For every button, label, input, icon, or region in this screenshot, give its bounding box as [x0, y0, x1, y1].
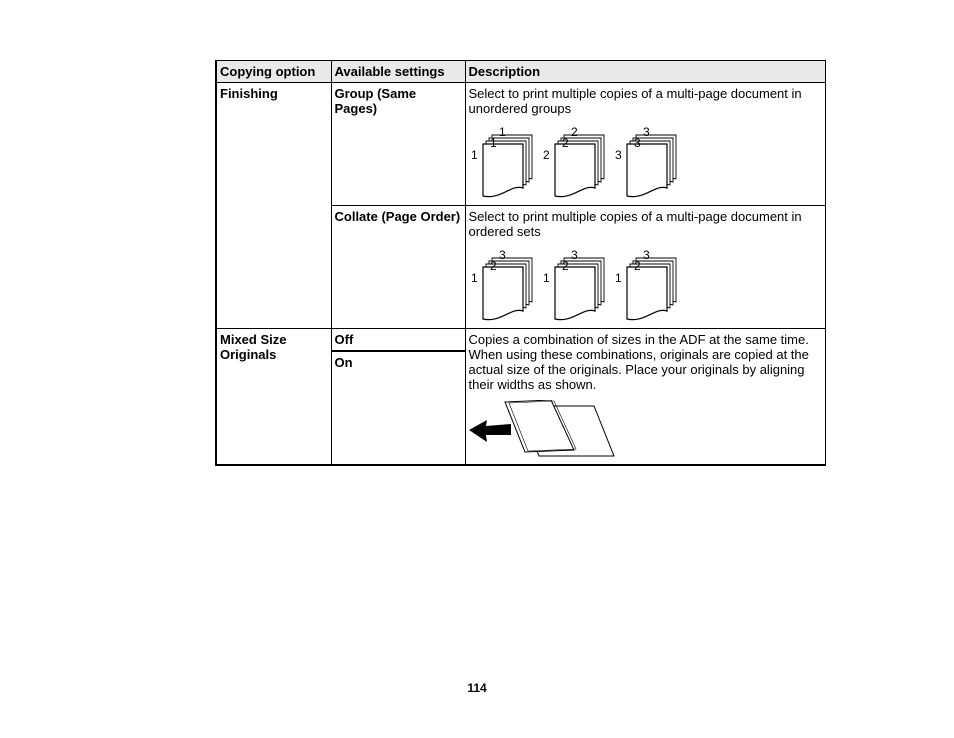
page-sheet — [627, 144, 667, 197]
page-label: 1 — [542, 271, 550, 285]
page-label: 2 — [633, 259, 641, 273]
page-sheet — [627, 267, 667, 320]
page-label: 3 — [633, 136, 641, 150]
page-label: 2 — [489, 259, 497, 273]
table-header-row — [216, 61, 825, 83]
setting-on: On — [332, 350, 465, 372]
settings-mixed-size — [331, 329, 465, 466]
page-label: 3 — [498, 248, 506, 262]
group-stack-3 — [615, 125, 676, 197]
copying-options-table — [215, 60, 826, 466]
collate-stack-3 — [615, 248, 676, 320]
page-label: 2 — [542, 148, 550, 162]
page-label: 1 — [470, 148, 478, 162]
header-copying-option: Copying option — [216, 61, 331, 83]
collate-order-illustration — [469, 245, 699, 321]
page-label: 1 — [470, 271, 478, 285]
description-collate-text: Select to print multiple copies of a multi-page document in ordered sets — [468, 209, 802, 239]
description-mixed-size — [465, 329, 825, 466]
description-mixed-text: Copies a combination of sizes in the ADF at the same time. When using these combinations, originals are copied at the actual size of the originals. Place your originals by aligning their widths as shown. — [468, 332, 809, 392]
page-sheet — [555, 267, 595, 320]
table-row-mixed-size — [216, 329, 825, 466]
feed-direction-arrow-icon — [469, 420, 511, 442]
setting-off: Off — [334, 332, 354, 347]
group-pages-illustration — [469, 122, 699, 198]
header-description: Description — [465, 61, 825, 83]
mixed-size-illustration — [469, 400, 629, 462]
description-group — [465, 83, 825, 206]
description-collate — [465, 206, 825, 329]
page-sheet — [483, 144, 523, 197]
table-row-finishing-group — [216, 83, 825, 206]
page-label: 1 — [498, 125, 506, 139]
page-label: 3 — [642, 125, 650, 139]
setting-collate: Collate (Page Order) — [331, 206, 465, 329]
page-sheet — [555, 144, 595, 197]
page-label: 3 — [570, 248, 578, 262]
page-number: 114 — [467, 681, 487, 695]
header-available-settings: Available settings — [331, 61, 465, 83]
option-finishing: Finishing — [216, 83, 331, 329]
collate-stack-1 — [471, 248, 532, 320]
page-label: 3 — [642, 248, 650, 262]
page-sheet — [483, 267, 523, 320]
page-label: 3 — [614, 148, 622, 162]
page-label: 2 — [561, 259, 569, 273]
page-label: 1 — [489, 136, 497, 150]
page-label: 1 — [614, 271, 622, 285]
description-group-text: Select to print multiple copies of a multi-page document in unordered groups — [468, 86, 802, 116]
collate-stack-2 — [543, 248, 604, 320]
page-label: 2 — [570, 125, 578, 139]
setting-group: Group (Same Pages) — [331, 83, 465, 206]
option-mixed-size: Mixed Size Originals — [216, 329, 331, 466]
group-stack-2 — [543, 125, 604, 197]
group-stack-1 — [471, 125, 532, 197]
page-label: 2 — [561, 136, 569, 150]
